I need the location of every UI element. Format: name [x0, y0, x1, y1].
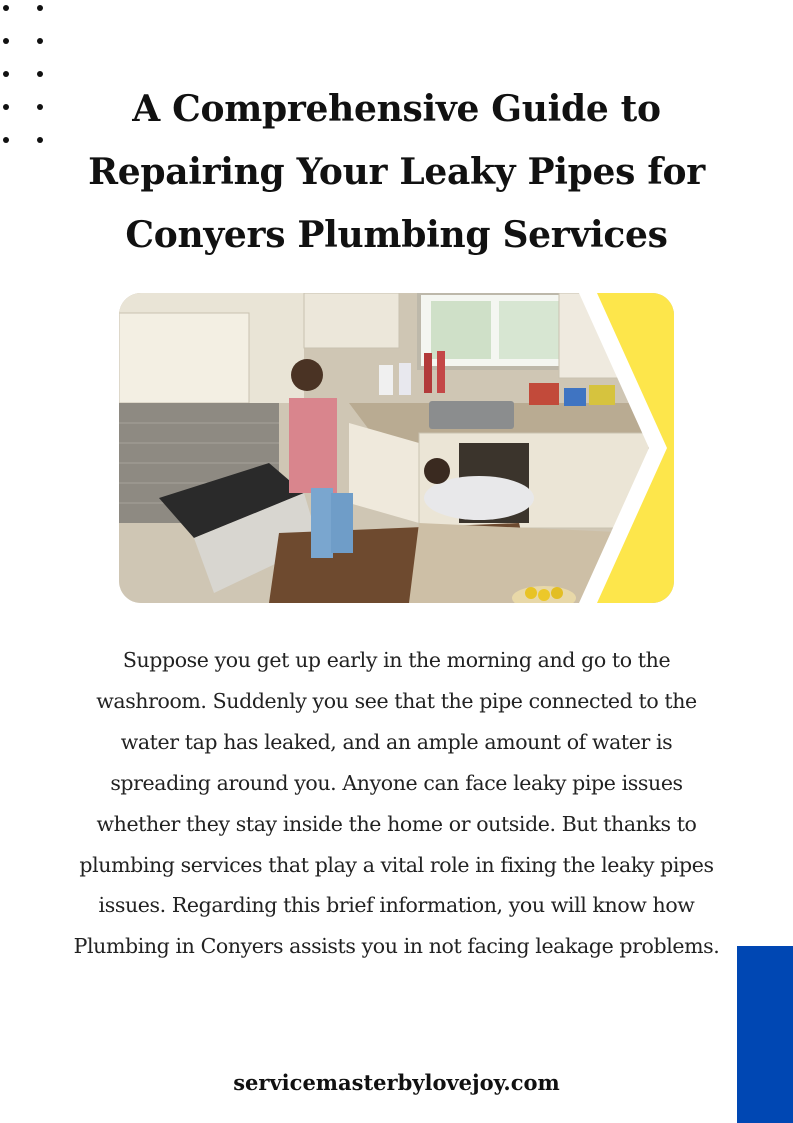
- dot: [3, 137, 9, 143]
- dot: [37, 137, 43, 143]
- dot: [3, 104, 9, 110]
- blue-accent-bar: [737, 946, 793, 1123]
- dot: [37, 38, 43, 44]
- dot: [3, 38, 9, 44]
- decorative-dot-grid: [0, 0, 60, 160]
- dot: [37, 5, 43, 11]
- body-paragraph: Suppose you get up early in the morning and go to the washroom. Suddenly you see that the pipe connected to the water tap has leaked, and an ample amount of water is spreading around you. Anyone can face leaky pipe issues whether they stay inside the home or outside. But thanks to plumbing services that play a vital role in fixing the leaky pipes issues. Regarding this brief information, you will know how Plumbing in Conyers assists you in not facing leakage problems.: [73, 648, 720, 959]
- dot: [37, 104, 43, 110]
- dot: [3, 5, 9, 11]
- dot: [37, 71, 43, 77]
- website-link[interactable]: servicemasterbylovejoy.com: [233, 1070, 560, 1095]
- page-title: A Comprehensive Guide to Repairing Your Leaky Pipes for Conyers Plumbing Services: [88, 88, 705, 256]
- dot: [3, 71, 9, 77]
- kitchen-leak-photo: [119, 293, 674, 603]
